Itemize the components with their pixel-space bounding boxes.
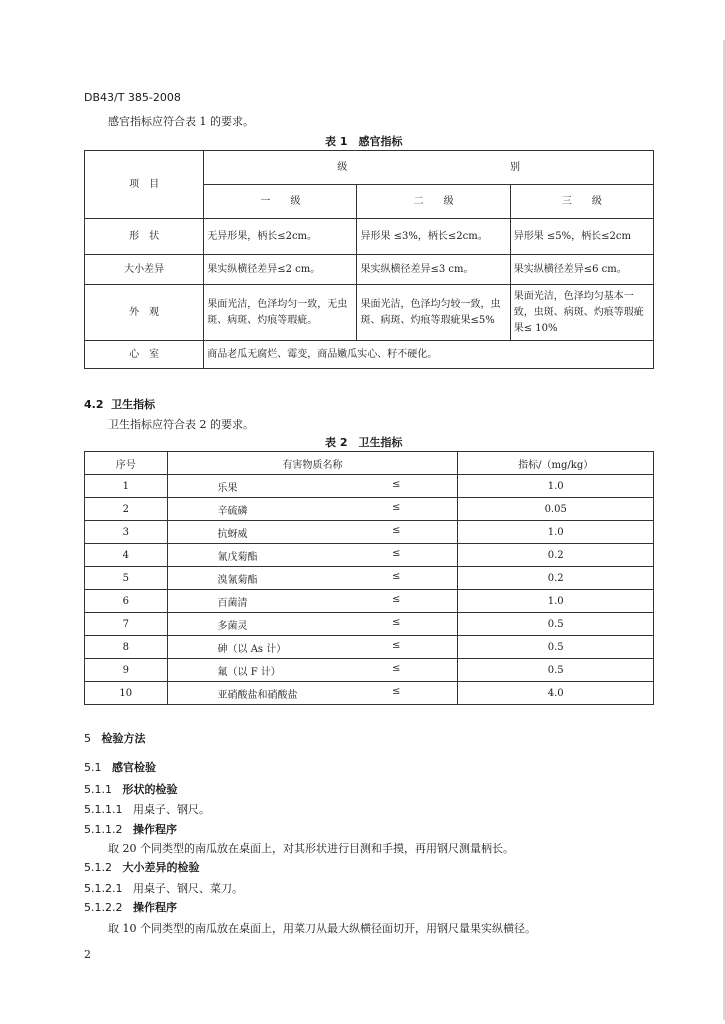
substance-label: 氰戊菊酯: [217, 551, 258, 563]
table-cell: 果面光洁，色泽均匀基本一致，虫斑、病斑、灼痕等瑕疵果≤ 10%: [510, 285, 653, 341]
le-symbol: ≤: [392, 570, 401, 582]
row-number: 10: [85, 682, 168, 705]
le-symbol: ≤: [392, 662, 401, 674]
substance-name: [167, 659, 458, 682]
substance-name: [167, 567, 458, 590]
section-4-2-title: [84, 396, 155, 412]
section-title: 形状的检验: [122, 783, 178, 796]
section-heading: [84, 821, 177, 837]
section-title: 大小差异的检验: [122, 861, 200, 874]
limit-value: 1.0: [458, 590, 654, 613]
limit-value: 1.0: [458, 521, 654, 544]
row-number: 3: [85, 521, 168, 544]
le-symbol: ≤: [392, 685, 401, 697]
limit-value: 1.0: [458, 475, 654, 498]
row-number: 4: [85, 544, 168, 567]
substance-label: 氟（以 F 计）: [217, 666, 281, 678]
substance-label: 溴氰菊酯: [217, 574, 258, 586]
section-number: 5.1.1: [84, 783, 112, 796]
limit-value: 0.2: [458, 567, 654, 590]
section-number: 5.1.1.2: [84, 823, 123, 836]
hygiene-table: [84, 451, 654, 705]
table-cell: 果实纵横径差异≤3 cm。: [357, 255, 510, 285]
substance-name: [167, 636, 458, 659]
table-cell: 异形果 ≤5%，柄长≤2cm: [510, 219, 653, 255]
section-number: 5.1: [84, 761, 102, 774]
section-text: 取 20 个同类型的南瓜放在桌面上，对其形状进行目测和手摸，再用钢尺测量柄长。: [108, 842, 514, 855]
table-row: [85, 521, 654, 544]
row-number: 6: [85, 590, 168, 613]
le-symbol: ≤: [392, 478, 401, 490]
substance-label: 抗蚜威: [217, 528, 248, 540]
sensory-table: [84, 150, 654, 369]
col-header: 有害物质名称: [167, 452, 458, 475]
table-row: [85, 498, 654, 521]
limit-value: 0.5: [458, 636, 654, 659]
section-heading: [84, 759, 156, 775]
standard-number: DB43/T 385-2008: [84, 91, 181, 104]
col-item-header: 项 目: [85, 151, 204, 219]
row-number: 2: [85, 498, 168, 521]
table-cell: 果面光洁，色泽均匀较一致，虫斑、病斑、灼痕等瑕疵果≤5%: [357, 285, 510, 341]
row-label: 外 观: [85, 285, 204, 341]
grade-header-part: 级: [337, 161, 348, 173]
substance-name: [167, 590, 458, 613]
table-row: [85, 636, 654, 659]
table-row: [85, 682, 654, 705]
section-heading: [84, 781, 178, 797]
section-heading: [84, 899, 177, 915]
table-cell: 商品老瓜无腐烂、霉变，商品嫩瓜实心、籽不硬化。: [204, 341, 654, 369]
col-grade-header: [204, 151, 654, 185]
table-row: [85, 613, 654, 636]
le-symbol: ≤: [392, 639, 401, 651]
table-cell: 果面光洁，色泽均匀一致，无虫斑、病斑、灼痕等瑕疵。: [204, 285, 357, 341]
table-cell: 果实纵横径差异≤6 cm。: [510, 255, 653, 285]
section-4-2-text: 卫生指标应符合表 2 的要求。: [108, 418, 254, 431]
limit-value: 0.5: [458, 659, 654, 682]
le-symbol: ≤: [392, 547, 401, 559]
section-number: 5.1.1.1: [84, 803, 123, 816]
substance-label: 乐果: [217, 482, 238, 494]
section-number: 5.1.2: [84, 861, 112, 874]
table-cell: 异形果 ≤3%，柄长≤2cm。: [357, 219, 510, 255]
col-header: 序号: [85, 452, 168, 475]
le-symbol: ≤: [392, 593, 401, 605]
grade-2-header: 二 级: [357, 185, 510, 219]
le-symbol: ≤: [392, 616, 401, 628]
section-number: 5.1.2.2: [84, 901, 123, 914]
section-number: 5: [84, 732, 91, 745]
section-heading: [84, 801, 210, 817]
table-cell: 果实纵横径差异≤2 cm。: [204, 255, 357, 285]
page-number: 2: [84, 948, 91, 961]
substance-name: [167, 475, 458, 498]
substance-name: [167, 613, 458, 636]
row-number: 1: [85, 475, 168, 498]
grade-header-part: 别: [510, 161, 520, 173]
section-number: 4.2: [84, 398, 104, 411]
row-number: 9: [85, 659, 168, 682]
row-number: 7: [85, 613, 168, 636]
section-title: 操作程序: [132, 901, 177, 914]
table-cell: 无异形果，柄长≤2cm。: [204, 219, 357, 255]
section-heading: [84, 859, 200, 875]
limit-value: 0.5: [458, 613, 654, 636]
table-row: [85, 659, 654, 682]
section-number: 5.1.2.1: [84, 882, 123, 895]
section-heading: [84, 880, 243, 896]
section-title: 检验方法: [101, 732, 146, 745]
table1-caption: 表 1 感官指标: [325, 135, 403, 148]
substance-label: 辛硫磷: [217, 505, 248, 517]
substance-name: [167, 682, 458, 705]
substance-label: 砷（以 As 计）: [217, 643, 287, 655]
row-label: 大小差异: [85, 255, 204, 285]
row-number: 8: [85, 636, 168, 659]
substance-label: 百菌清: [217, 597, 248, 609]
le-symbol: ≤: [392, 524, 401, 536]
grade-1-header: 一 级: [204, 185, 357, 219]
section-title: 卫生指标: [111, 398, 156, 411]
col-header: 指标/（mg/kg）: [458, 452, 654, 475]
row-label: 心 室: [85, 341, 204, 369]
limit-value: 0.2: [458, 544, 654, 567]
substance-label: 亚硝酸盐和硝酸盐: [217, 689, 298, 701]
table-row: [85, 567, 654, 590]
row-label: 形 状: [85, 219, 204, 255]
limit-value: 0.05: [458, 498, 654, 521]
section-text: 取 10 个同类型的南瓜放在桌面上，用菜刀从最大纵横径面切开，用钢尺量果实纵横径。: [108, 922, 536, 935]
substance-name: [167, 544, 458, 567]
substance-name: [167, 498, 458, 521]
section-heading: [84, 730, 146, 746]
section-title: 操作程序: [132, 823, 177, 836]
table2-caption: 表 2 卫生指标: [325, 436, 403, 449]
substance-label: 多菌灵: [217, 620, 248, 632]
intro-text: 感官指标应符合表 1 的要求。: [108, 115, 254, 128]
limit-value: 4.0: [458, 682, 654, 705]
row-number: 5: [85, 567, 168, 590]
grade-3-header: 三 级: [510, 185, 653, 219]
section-title: 感官检验: [112, 761, 156, 774]
le-symbol: ≤: [392, 501, 401, 513]
table-row: [85, 544, 654, 567]
section-title: 用桌子、钢尺、菜刀。: [132, 882, 243, 895]
substance-name: [167, 521, 458, 544]
section-title: 用桌子、钢尺。: [132, 803, 210, 816]
table-row: [85, 590, 654, 613]
table-row: [85, 475, 654, 498]
